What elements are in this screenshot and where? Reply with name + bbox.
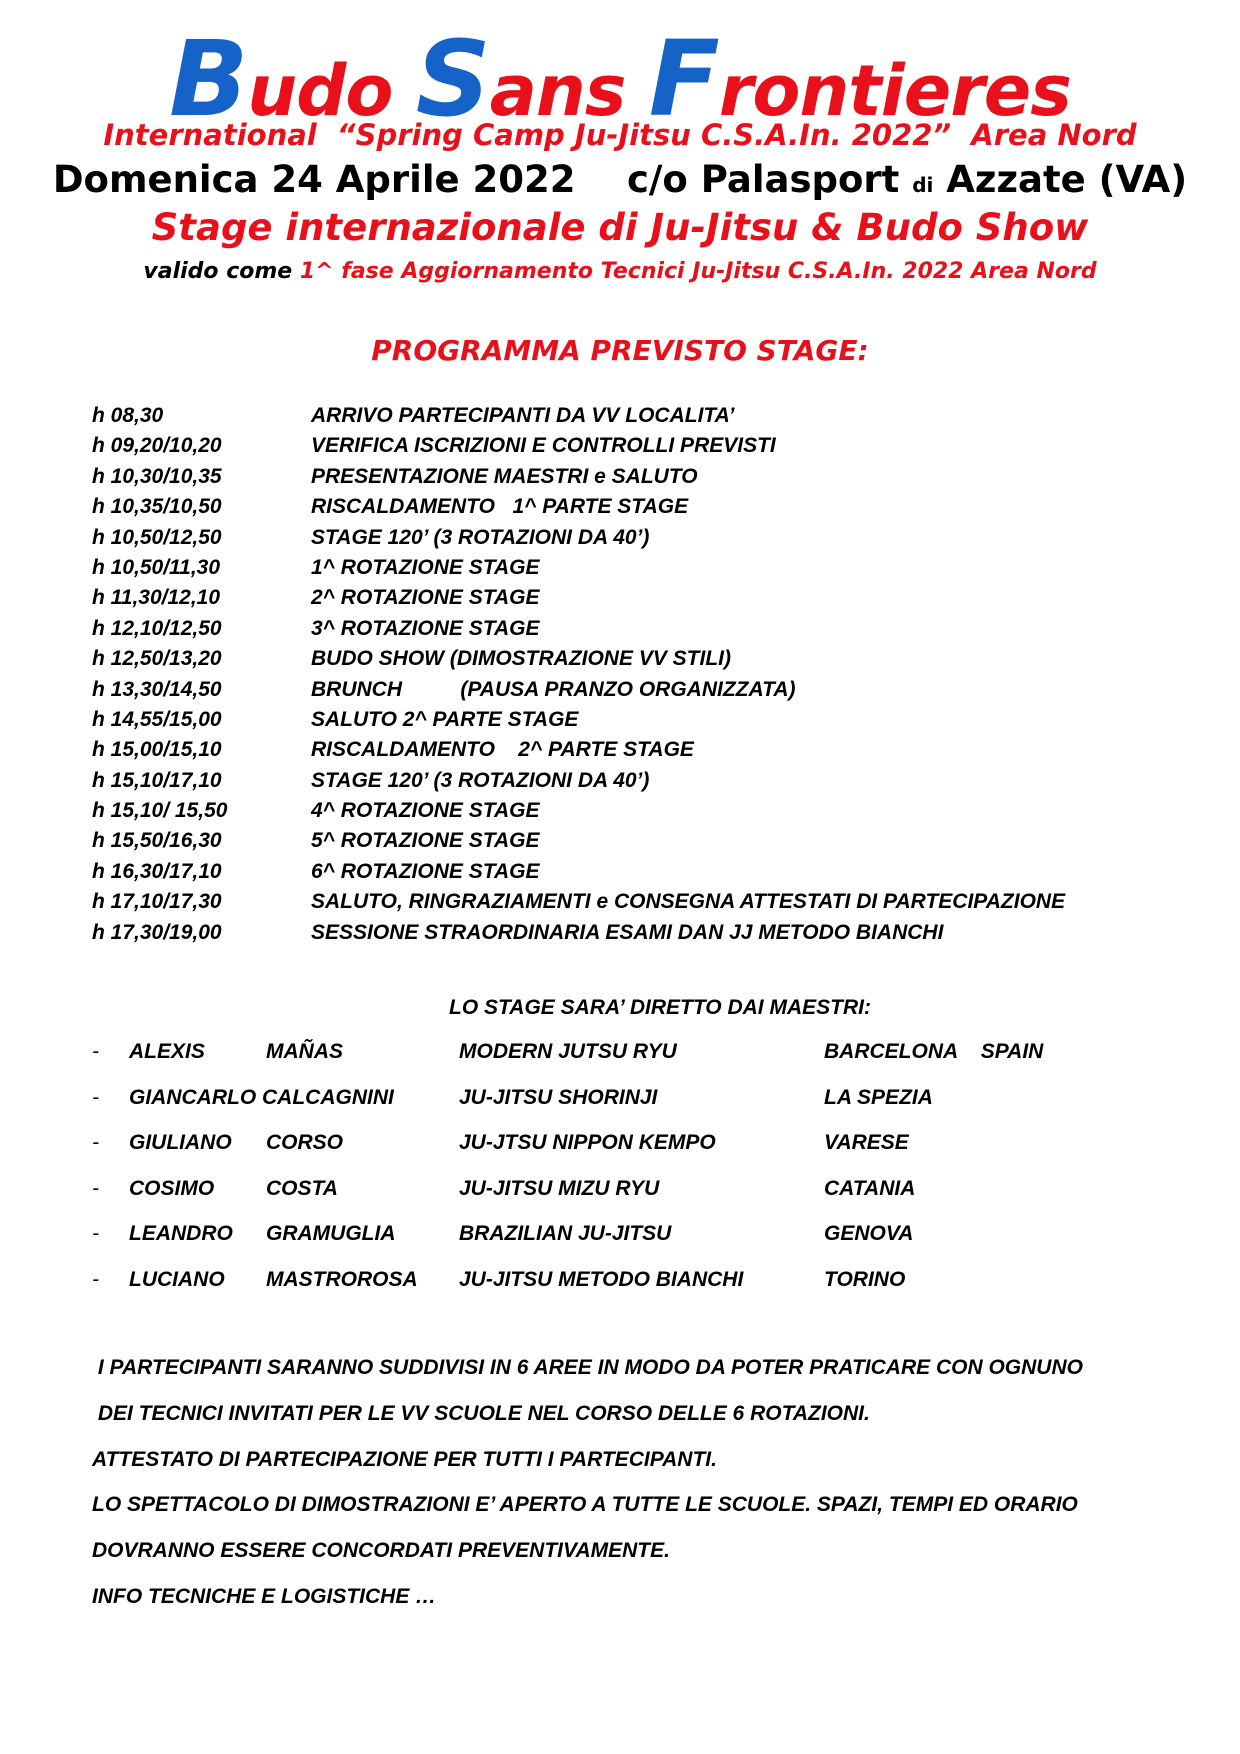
schedule-activity: ARRIVO PARTECIPANTI DA VV LOCALITA’: [311, 404, 735, 427]
master-last-name: CORSO: [266, 1131, 344, 1155]
master-last-name: MASTROROSA: [266, 1267, 418, 1291]
stage-line: Stage internazionale di Ju-Jitsu & Budo Show: [151, 206, 1089, 249]
validity-rest: 1^ fase Aggiornamento Tecnici Ju-Jitsu C.S.A.In. 2022 Area Nord: [299, 259, 1097, 284]
schedule-activity: 4^ ROTAZIONE STAGE: [311, 799, 540, 823]
master-last-name: GRAMUGLIA: [266, 1222, 396, 1246]
note-line: ATTESTATO DI PARTECIPAZIONE PER TUTTI I PARTECIPANTI.: [92, 1447, 717, 1471]
master-city: BARCELONA SPAIN: [824, 1040, 1044, 1063]
list-dash: -: [92, 1267, 99, 1291]
list-dash: -: [92, 1040, 99, 1063]
list-dash: -: [92, 1176, 99, 1200]
schedule-activity: BRUNCH (PAUSA PRANZO ORGANIZZATA): [311, 677, 796, 701]
schedule-activity: RISCALDAMENTO 2^ PARTE STAGE: [311, 738, 694, 762]
schedule-activity: STAGE 120’ (3 ROTAZIONI DA 40’): [311, 768, 650, 792]
schedule-activity: 5^ ROTAZIONE STAGE: [311, 829, 540, 853]
master-last-name: MAÑAS: [266, 1040, 343, 1063]
schedule-time: h 09,20/10,20: [92, 434, 222, 458]
schedule-time: h 10,30/10,35: [92, 464, 222, 488]
list-dash: -: [92, 1131, 99, 1155]
schedule-time: h 14,55/15,00: [92, 707, 222, 731]
note-line: LO SPETTACOLO DI DIMOSTRAZIONI E’ APERTO A TUTTE LE SCUOLE. SPAZI, TEMPI ED ORARIO: [92, 1493, 1078, 1517]
master-first-name: LUCIANO: [129, 1267, 225, 1291]
master-school: JU-JITSU METODO BIANCHI: [459, 1267, 744, 1291]
schedule-activity: SALUTO, RINGRAZIAMENTI e CONSEGNA ATTESTATI DI PARTECIPAZIONE: [311, 890, 1066, 914]
note-line: DEI TECNICI INVITATI PER LE VV SCUOLE NEL CORSO DELLE 6 ROTAZIONI.: [92, 1401, 870, 1425]
title-initial-s: S: [415, 18, 490, 140]
title-initial-f: F: [648, 18, 719, 140]
event-line: International “Spring Camp Ju-Jitsu C.S.A.In. 2022” Area Nord: [103, 118, 1137, 152]
schedule-time: h 17,10/17,30: [92, 890, 222, 914]
validity-prefix: valido come: [143, 259, 300, 284]
master-school: BRAZILIAN JU-JITSU: [459, 1222, 672, 1246]
title-initial-b: B: [169, 18, 248, 140]
schedule-activity: 2^ ROTAZIONE STAGE: [311, 586, 540, 610]
date-line-main: Domenica 24 Aprile 2022 c/o Palasport: [52, 158, 913, 201]
schedule-time: h 16,30/17,10: [92, 859, 222, 883]
schedule-time: h 12,10/12,50: [92, 616, 222, 640]
schedule-time: h 11,30/12,10: [92, 586, 221, 610]
schedule-time: h 13,30/14,50: [92, 677, 222, 701]
date-line-small: di: [912, 173, 934, 197]
schedule-activity: SALUTO 2^ PARTE STAGE: [311, 707, 579, 731]
title-word-sans: ans: [489, 50, 649, 132]
schedule-time: h 08,30: [92, 404, 164, 427]
schedule-time: h 15,10/17,10: [92, 768, 222, 792]
program-title: PROGRAMMA PREVISTO STAGE:: [371, 334, 869, 367]
title-word-frontieres: rontieres: [718, 50, 1071, 132]
master-first-name: LEANDRO: [129, 1222, 233, 1246]
note-line: I PARTECIPANTI SARANNO SUDDIVISI IN 6 AREE IN MODO DA POTER PRATICARE CON OGNUNO: [92, 1356, 1083, 1379]
schedule-time: h 10,50/11,30: [92, 555, 221, 579]
master-school: JU-JITSU MIZU RYU: [459, 1176, 660, 1200]
date-line-end: Azzate (VA): [933, 158, 1188, 201]
schedule-activity: PRESENTAZIONE MAESTRI e SALUTO: [311, 464, 698, 488]
masters-heading: LO STAGE SARA’ DIRETTO DAI MAESTRI:: [449, 996, 871, 1019]
schedule-activity: VERIFICA ISCRIZIONI E CONTROLLI PREVISTI: [311, 434, 776, 458]
master-school: MODERN JUTSU RYU: [459, 1040, 677, 1063]
master-first-name: GIULIANO: [129, 1131, 232, 1155]
list-dash: -: [92, 1222, 99, 1246]
schedule-activity: BUDO SHOW (DIMOSTRAZIONE VV STILI): [311, 647, 731, 671]
master-city: TORINO: [824, 1267, 906, 1291]
master-city: CATANIA: [824, 1176, 916, 1200]
validity-line: [0, 259, 1240, 284]
schedule-time: h 15,10/ 15,50: [92, 799, 228, 823]
master-school: JU-JITSU SHORINJI: [459, 1085, 658, 1109]
master-school: JU-JTSU NIPPON KEMPO: [459, 1131, 716, 1155]
date-location-line: [0, 158, 1240, 201]
master-last-name: COSTA: [266, 1176, 338, 1200]
master-first-name: GIANCARLO CALCAGNINI: [129, 1085, 394, 1109]
note-line: DOVRANNO ESSERE CONCORDATI PREVENTIVAMENTE.: [92, 1539, 670, 1563]
schedule-time: h 10,35/10,50: [92, 495, 222, 519]
schedule-activity: STAGE 120’ (3 ROTAZIONI DA 40’): [311, 525, 650, 549]
master-city: GENOVA: [824, 1222, 914, 1246]
schedule-time: h 15,50/16,30: [92, 829, 222, 853]
note-line: INFO TECNICHE E LOGISTICHE …: [92, 1584, 437, 1608]
schedule-time: h 17,30/19,00: [92, 920, 222, 944]
master-first-name: ALEXIS: [129, 1040, 205, 1063]
list-dash: -: [92, 1085, 99, 1109]
master-city: VARESE: [824, 1131, 909, 1155]
master-first-name: COSIMO: [129, 1176, 215, 1200]
schedule-time: h 15,00/15,10: [92, 738, 222, 762]
schedule-activity: 6^ ROTAZIONE STAGE: [311, 859, 540, 883]
master-city: LA SPEZIA: [824, 1085, 933, 1109]
schedule-time: h 12,50/13,20: [92, 647, 222, 671]
notes-block: [92, 1356, 1083, 1631]
schedule-activity: SESSIONE STRAORDINARIA ESAMI DAN JJ METODO BIANCHI: [311, 920, 944, 944]
schedule-activity: 1^ ROTAZIONE STAGE: [311, 555, 540, 579]
schedule-time: h 10,50/12,50: [92, 525, 222, 549]
schedule-activity: RISCALDAMENTO 1^ PARTE STAGE: [311, 495, 689, 519]
schedule-activity: 3^ ROTAZIONE STAGE: [311, 616, 540, 640]
title-word-budo: udo: [247, 50, 416, 132]
